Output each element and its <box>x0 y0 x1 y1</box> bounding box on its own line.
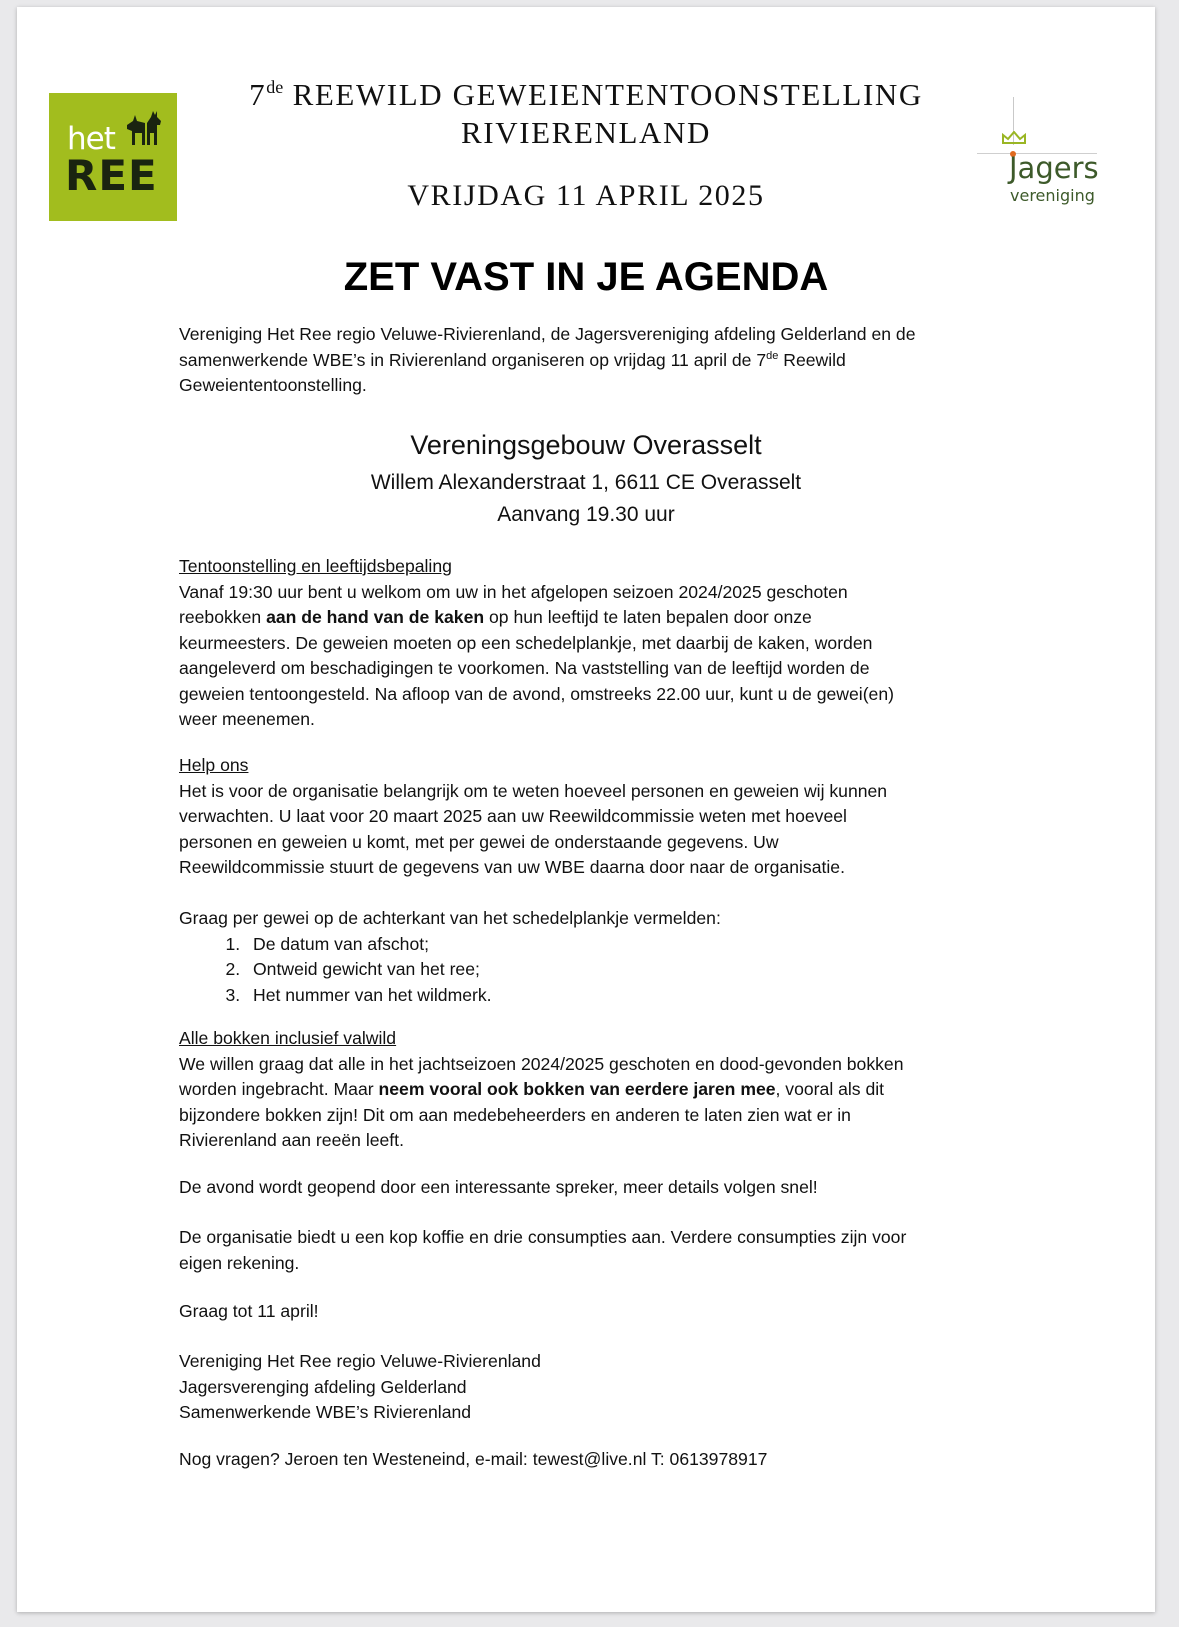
paragraph-line: personen en geweien u komt, met per gewei de onderstaande gegevens. Uw <box>179 831 779 852</box>
paragraph-line: Rivierenland aan reeën leeft. <box>179 1130 404 1150</box>
section-heading: Tentoonstelling en leeftijdsbepaling <box>179 556 452 576</box>
paragraph-line: eigen rekening. <box>179 1252 300 1273</box>
paragraph-line: verwachten. U laat voor 20 maart 2025 aan uw Reewildcommissie weten met hoeveel <box>179 806 847 826</box>
blank-line <box>179 881 979 907</box>
crown-icon <box>1001 131 1027 147</box>
details-list <box>179 932 979 1009</box>
list-item: 1. De datum van afschot; <box>245 932 979 958</box>
paragraph-line: worden ingebracht. Maar neem vooral ook bokken van eerdere jaren mee, vooral als dit <box>179 1079 885 1099</box>
section-exhibition <box>179 554 979 733</box>
paragraph-line: weer meenemen. <box>179 709 315 729</box>
event-date: VRIJDAG 11 APRIL 2025 <box>407 179 765 212</box>
section-help <box>179 753 979 1008</box>
paragraph-line: Reewildcommissie stuurt de gegevens van uw WBE daarna door naar de organisatie. <box>179 857 845 877</box>
paragraph-line: aangeleverd om beschadigingen te voorkomen. Na vaststelling van de leeftijd worden de <box>179 658 870 678</box>
greeting: Graag tot 11 april! <box>179 1301 319 1321</box>
speaker-paragraph: De avond wordt geopend door een interessante spreker, meer details volgen snel! <box>179 1177 818 1197</box>
title-line-1: 7de REEWILD GEWEIENTENTOONSTELLING <box>249 77 923 112</box>
paragraph-line: bijzondere bokken zijn! Dit om aan medebeheerders en anderen te laten zien wat er in <box>179 1104 851 1125</box>
signature-block <box>179 1349 979 1426</box>
het-ree-logo-ree: REE <box>65 151 158 200</box>
signature-line: Jagersverenging afdeling Gelderland <box>179 1376 467 1397</box>
intro-line: Geweiententoonstelling. <box>179 375 367 395</box>
paragraph-line: reebokken aan de hand van de kaken op hun leeftijd te laten bepalen door onze <box>179 607 812 627</box>
paragraph-line: Vanaf 19:30 uur bent u welkom om uw in het afgelopen seizoen 2024/2025 geschoten <box>179 581 848 602</box>
paragraph-line: Het is voor de organisatie belangrijk om te weten hoeveel personen en geweien wij kunnen <box>179 780 888 801</box>
section-all-bucks <box>179 1026 979 1154</box>
paragraph-line: We willen graag dat alle in het jachtseizoen 2024/2025 geschoten en dood-gevonden bokken <box>179 1053 904 1074</box>
intro-paragraph <box>179 322 979 399</box>
intro-line: samenwerkende WBE’s in Rivierenland organiseren op vrijdag 11 april de 7de Reewild <box>179 349 846 370</box>
list-intro: Graag per gewei op de achterkant van het schedelplankje vermelden: <box>179 908 721 928</box>
jagersvereniging-logo <box>977 97 1107 207</box>
list-item: 3. Het nummer van het wildmerk. <box>245 983 979 1009</box>
start-time: Aanvang 19.30 uur <box>497 503 675 526</box>
intro-line: Vereniging Het Ree regio Veluwe-Rivierenland, de Jagersvereniging afdeling Gelderland en de <box>179 324 916 344</box>
jagers-logo-text: Jagers <box>1009 151 1099 185</box>
paragraph-line: keurmeesters. De geweien moeten op een schedelplankje, met daarbij de kaken, worden <box>179 632 873 653</box>
het-ree-logo-het: het <box>67 121 115 157</box>
contact-line: Nog vragen? Jeroen ten Westeneind, e-mail: tewest@live.nl T: 0613978917 <box>179 1449 768 1469</box>
section-heading: Alle bokken inclusief valwild <box>179 1028 397 1048</box>
agenda-heading: ZET VAST IN JE AGENDA <box>343 255 829 299</box>
paragraph-line: De organisatie biedt u een kop koffie en drie consumpties aan. Verdere consumpties zijn voor <box>179 1227 907 1247</box>
paragraph-line: geweien tentoongesteld. Na afloop van de avond, omstreeks 22.00 uur, kunt u de gewei(en) <box>179 683 894 704</box>
venue-address: Willem Alexanderstraat 1, 6611 CE Overasselt <box>370 471 802 494</box>
signature-line: Vereniging Het Ree regio Veluwe-Rivierenland <box>179 1351 541 1371</box>
document-page <box>17 7 1155 1612</box>
title-line-2: RIVIERENLAND <box>461 115 711 150</box>
section-heading: Help ons <box>179 755 249 775</box>
coffee-paragraph <box>179 1225 979 1276</box>
list-item: 2. Ontweid gewicht van het ree; <box>245 957 979 983</box>
signature-line: Samenwerkende WBE’s Rivierenland <box>179 1402 472 1422</box>
vereniging-logo-text: vereniging <box>1010 186 1095 205</box>
venue-name: Vereningsgebouw Overasselt <box>410 430 762 460</box>
